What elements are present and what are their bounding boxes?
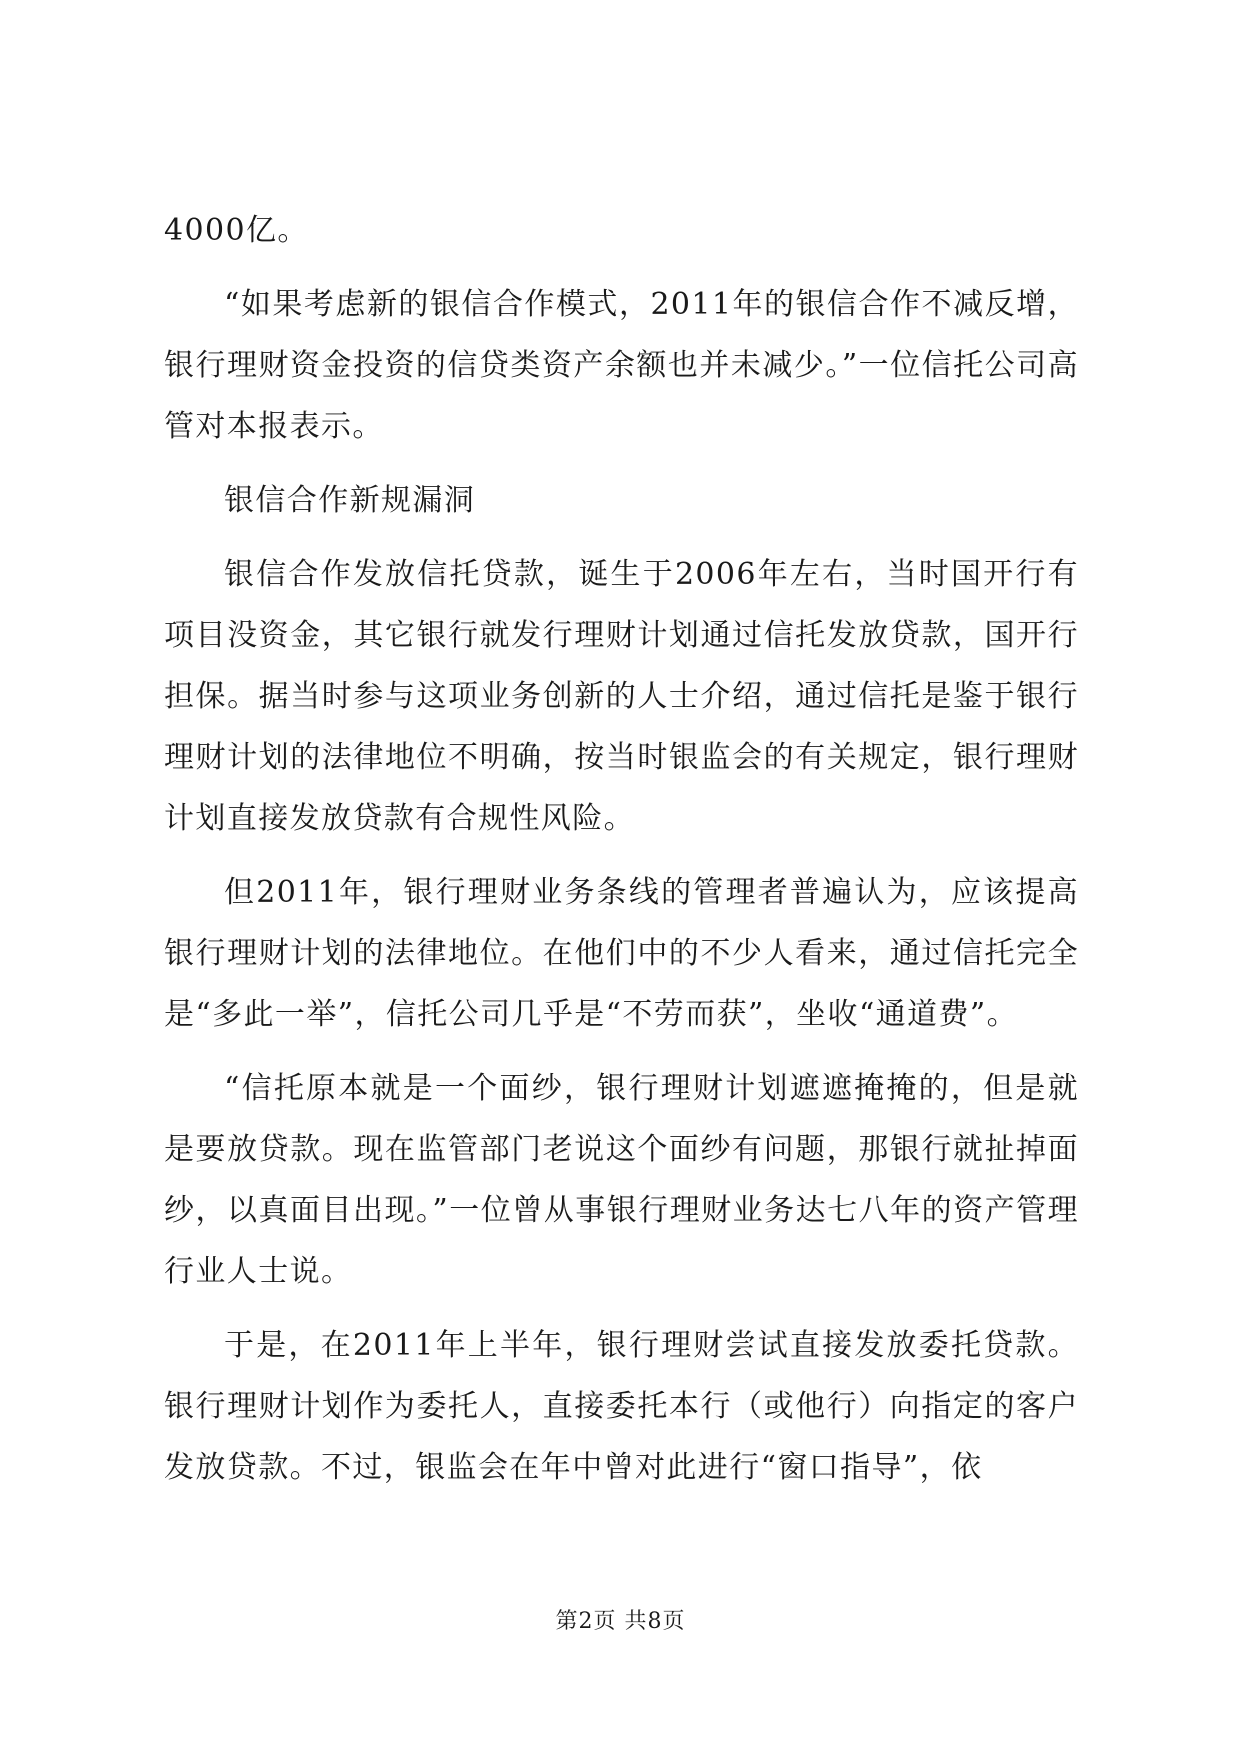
document-body [164, 200, 1079, 1511]
paragraph-entrusted-loans: 于是，在2011年上半年，银行理财尝试直接发放委托贷款。银行理财计划作为委托人，直接委托本行（或他行）向指定的客户发放贷款。不过，银监会在年中曾对此进行“窗口指导”，依 [164, 1328, 1079, 1485]
section-heading: 银信合作新规漏洞 [224, 483, 476, 518]
paragraph-2011-view: 但2011年，银行理财业务条线的管理者普遍认为，应该提高银行理财计划的法律地位。在他们中的不少人看来，通过信托完全是“多此一举”，信托公司几乎是“不劳而获”，坐收“通道费”。 [164, 875, 1079, 1032]
paragraph-quote-veil: “信托原本就是一个面纱，银行理财计划遮遮掩掩的，但是就是要放贷款。现在监管部门老说这个面纱有问题，那银行就扯掉面纱，以真面目出现。”一位曾从事银行理财业务达七八年的资产管理行业人士说。 [164, 1071, 1079, 1289]
paragraph-continuation: 4000亿。 [164, 213, 309, 248]
paragraph-quote-trust-executive: “如果考虑新的银信合作模式，2011年的银信合作不减反增，银行理财资金投资的信贷类资产余额也并未减少。”一位信托公司高管对本报表示。 [164, 287, 1079, 444]
paragraph-origin: 银信合作发放信托贷款，诞生于2006年左右，当时国开行有项目没资金，其它银行就发行理财计划通过信托发放贷款，国开行担保。据当时参与这项业务创新的人士介绍，通过信托是鉴于银行理财计划的法律地位不明确，按当时银监会的有关规定，银行理财计划直接发放贷款有合规性风险。 [164, 557, 1079, 836]
page-footer: 第2页 共8页 [555, 1609, 686, 1634]
